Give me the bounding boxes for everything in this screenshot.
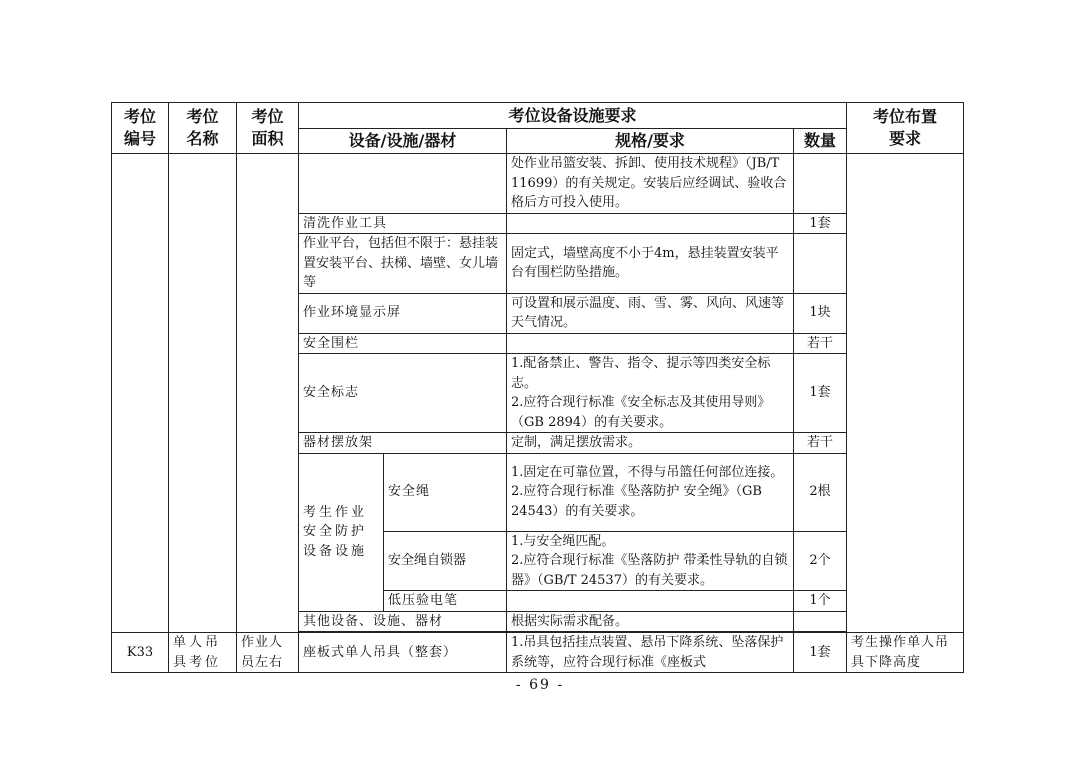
k33-layout-cell: 考生操作单人吊具下降高度	[847, 633, 964, 673]
k33-code-cell: K33	[112, 633, 169, 673]
qty-cell: 2根	[794, 453, 847, 531]
k33-area-cell: 作业人员左右	[237, 633, 299, 673]
header-area: 考位 面积	[237, 103, 299, 154]
equipment-cell	[299, 154, 507, 214]
qty-cell: 1块	[794, 293, 847, 333]
header-equipment: 设备/设施/器材	[299, 129, 507, 154]
qty-cell	[794, 154, 847, 214]
page-number: - 69 -	[515, 677, 565, 693]
spec-cell: 处作业吊篮安装、拆卸、使用技术规程》（JB/T 11699）的有关规定。安装后应经调试、验收合格后方可投入使用。	[507, 154, 794, 214]
header-spec: 规格/要求	[507, 129, 794, 154]
equipment-cell: 安全围栏	[299, 333, 507, 354]
spec-cell	[507, 333, 794, 354]
qty-cell: 1套	[794, 213, 847, 234]
spec-cell	[507, 591, 794, 612]
qty-cell: 1套	[794, 354, 847, 433]
equipment-cell: 清洗作业工具	[299, 213, 507, 234]
spec-cell: 可设置和展示温度、雨、雪、雾、风向、风速等天气情况。	[507, 293, 794, 333]
spec-cell: 定制，满足摆放需求。	[507, 433, 794, 454]
equipment-cell: 器材摆放架	[299, 433, 507, 454]
equipment-cell: 安全标志	[299, 354, 507, 433]
k33-equipment-cell: 座板式单人吊具（整套）	[299, 633, 507, 673]
equipment-cell: 作业平台，包括但不限于：悬挂装置安装平台、扶梯、墙壁、女儿墙等	[299, 234, 507, 294]
header-qty: 数量	[794, 129, 847, 154]
spec-cell: 1.固定在可靠位置，不得与吊篮任何部位连接。 2.应符合现行标准《坠落防护 安全绳》（GB 24543）的有关要求。	[507, 453, 794, 531]
qty-cell: 若干	[794, 333, 847, 354]
spec-cell: 根据实际需求配备。	[507, 611, 794, 632]
qty-cell: 1个	[794, 591, 847, 612]
qty-cell	[794, 611, 847, 632]
equipment-cell: 其他设备、设施、器材	[299, 611, 507, 632]
header-code: 考位 编号	[112, 103, 169, 154]
equipment-cell: 作业环境显示屏	[299, 293, 507, 333]
name-cell-empty	[169, 154, 237, 633]
group-label-cell: 考生作业安全防护设备设施	[299, 453, 384, 611]
code-cell-empty	[112, 154, 169, 633]
table-row	[112, 154, 964, 214]
header-name: 考位 名称	[169, 103, 237, 154]
table-row	[112, 633, 964, 673]
spec-cell	[507, 213, 794, 234]
spec-cell: 1.配备禁止、警告、指令、提示等四类安全标志。 2.应符合现行标准《安全标志及其使用导则》（GB 2894）的有关要求。	[507, 354, 794, 433]
k33-name-cell: 单人吊具考位	[169, 633, 237, 673]
qty-cell: 2个	[794, 531, 847, 591]
k33-spec-cell: 1.吊具包括挂点装置、悬吊下降系统、坠落保护系统等，应符合现行标准《座板式	[507, 633, 794, 673]
sub-equipment-cell: 安全绳自锁器	[384, 531, 507, 591]
qty-cell: 若干	[794, 433, 847, 454]
sub-equipment-cell: 安全绳	[384, 453, 507, 531]
header-layout: 考位布置 要求	[847, 103, 964, 154]
spec-cell: 1.与安全绳匹配。 2.应符合现行标准《坠落防护 带柔性导轨的自锁器》（GB/T 24537）的有关要求。	[507, 531, 794, 591]
spec-cell: 固定式，墙壁高度不小于4m，悬挂装置安装平台有围栏防坠措施。	[507, 234, 794, 294]
header-requirements: 考位设备设施要求	[299, 103, 847, 129]
qty-cell	[794, 234, 847, 294]
area-cell-empty	[237, 154, 299, 633]
requirements-table	[111, 102, 964, 673]
sub-equipment-cell: 低压验电笔	[384, 591, 507, 612]
k33-qty-cell: 1套	[794, 633, 847, 673]
layout-cell-empty	[847, 154, 964, 633]
